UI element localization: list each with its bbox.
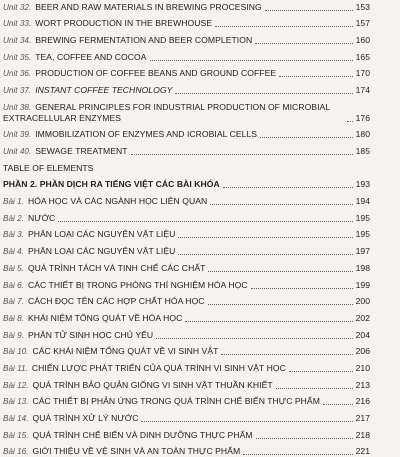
- toc-entry-text: [3, 313, 182, 324]
- dot-leader: [208, 270, 352, 272]
- lesson-number: Bài 16.: [3, 447, 29, 457]
- toc-entry-lesson-12: [0, 374, 400, 391]
- toc-entry-text: [3, 85, 172, 96]
- page-number: 217: [355, 413, 370, 423]
- page-number: 206: [355, 346, 370, 357]
- toc-entry-lesson-6: [0, 274, 400, 291]
- toc-entry-text: [3, 146, 128, 157]
- toc-entry-lesson-11: [0, 357, 400, 374]
- unit-number: Unit 40.: [3, 147, 32, 156]
- dot-leader: [141, 420, 352, 422]
- unit-number: Unit 32.: [3, 2, 32, 12]
- unit-number: Unit 35.: [3, 52, 32, 62]
- toc-entry-part-2: [0, 174, 400, 191]
- toc-entry-text: [3, 2, 262, 13]
- lesson-number: Bài 8.: [3, 313, 24, 323]
- dot-leader: [178, 236, 352, 238]
- dot-leader: [185, 320, 352, 322]
- dot-leader: [289, 370, 353, 372]
- lesson-number: Bài 2.: [3, 213, 24, 223]
- lesson-number: Bài 1.: [3, 197, 24, 207]
- toc-entry-unit-32: [0, 0, 400, 13]
- lesson-number: Bài 11.: [3, 363, 28, 373]
- dot-leader: [150, 59, 353, 61]
- page-number: 200: [355, 296, 370, 307]
- toc-entry-text: [3, 129, 257, 140]
- page-number: 180: [355, 129, 370, 140]
- lesson-title: PHÂN LOẠI CÁC NGUYÊN VẬT LIỆU: [27, 229, 176, 240]
- unit-title: IMMOBILIZATION OF ENZYMES AND ICROBIAL CELLS: [35, 129, 258, 140]
- toc-entry-text: [3, 229, 175, 240]
- toc-entry-text: [3, 446, 240, 457]
- page-number: 160: [355, 35, 370, 46]
- lesson-number: Bài 14.: [3, 414, 29, 423]
- lesson-title: HÓA HỌC VÀ CÁC NGÀNH HỌC LIÊN QUAN: [27, 196, 208, 207]
- dot-leader: [221, 353, 352, 355]
- page-number: 153: [355, 1, 370, 12]
- lesson-number: Bài 10.: [3, 347, 29, 357]
- dot-leader: [156, 337, 353, 339]
- dot-leader: [323, 403, 353, 405]
- unit-title: SEWAGE TREATMENT: [35, 146, 128, 156]
- lesson-number: Bài 5.: [3, 263, 24, 273]
- toc-entry-lesson-1: [0, 190, 400, 207]
- toc-entry-text: [3, 52, 147, 63]
- unit-number: Unit 38.: [3, 102, 32, 112]
- lesson-title: KHÁI NIỆM TỔNG QUÁT VỀ HÓA HỌC: [27, 312, 183, 323]
- dot-leader: [208, 303, 353, 305]
- toc-entry-text: [3, 280, 248, 291]
- unit-title: INSTANT COFFEE TECHNOLOGY: [35, 85, 173, 96]
- page-number: 198: [355, 262, 370, 273]
- page-number: 199: [355, 279, 370, 290]
- lesson-title: QUÁ TRÌNH XỬ LÝ NƯỚC: [32, 413, 139, 423]
- unit-number: Unit 34.: [3, 36, 32, 46]
- page-number: 165: [355, 51, 370, 62]
- lesson-number: Bài 4.: [3, 247, 24, 257]
- unit-title: BEER AND RAW MATERIALS IN BREWING PROCESING: [35, 1, 262, 12]
- dot-leader: [260, 136, 353, 138]
- dot-leader: [215, 25, 353, 27]
- lesson-title: QUÁ TRÌNH BẢO QUẢN GIỐNG VI SINH VẬT THUẦN KHIẾT: [32, 379, 273, 390]
- toc-entry-table-of-elements: [0, 157, 400, 174]
- dot-leader: [243, 453, 352, 455]
- lesson-number: Bài 3.: [3, 230, 24, 240]
- toc-entry-text: [3, 18, 212, 29]
- lesson-number: Bài 9.: [3, 330, 24, 340]
- unit-title: GENERAL PRINCIPLES FOR INDUSTRIAL PRODUCTION OF MICROBIAL EXTRACELLULAR ENZYMES: [3, 101, 330, 123]
- toc-entry-text: [3, 396, 320, 407]
- page-number: 202: [355, 312, 370, 323]
- lesson-title: CÁC KHÁI NIỆM TỔNG QUÁT VỀ VI SINH VẬT: [32, 346, 219, 357]
- toc-entry-lesson-9: [0, 324, 400, 341]
- toc-entry-lesson-16: [0, 441, 400, 457]
- page-number: 213: [355, 379, 370, 390]
- toc-entry-text: [3, 413, 138, 424]
- toc-entry-text: [3, 263, 205, 274]
- toc-entry-unit-38: [0, 96, 400, 124]
- lesson-number: Bài 13.: [3, 397, 29, 407]
- page-number: 185: [355, 146, 370, 156]
- toc-entry-unit-35: [0, 46, 400, 63]
- toc-entry-text: [3, 363, 286, 374]
- page-number: 221: [355, 446, 370, 457]
- toc-entry-text: [3, 196, 207, 207]
- toc-entry-lesson-4: [0, 240, 400, 257]
- page-number: 195: [355, 229, 370, 240]
- toc-entry-unit-39: [0, 124, 400, 141]
- page-number: 193: [355, 179, 370, 190]
- toc-entry-text: [3, 246, 175, 257]
- dot-leader: [256, 437, 353, 439]
- toc-entry-unit-36: [0, 63, 400, 80]
- toc-entry-lesson-10: [0, 341, 400, 358]
- unit-number: Unit 37.: [3, 86, 32, 96]
- toc-entry-text: [3, 430, 253, 441]
- part-2-title: PHẦN 2. PHẦN DỊCH RA TIẾNG VIỆT CÁC BÀI KHÓA: [3, 179, 220, 190]
- unit-title: PRODUCTION OF COFFEE BEANS AND GROUND COFFEE: [35, 68, 277, 79]
- lesson-title: PHÂN TỬ SINH HỌC CHỦ YẾU: [27, 329, 154, 340]
- dot-leader: [265, 9, 353, 11]
- toc-entry-text: [3, 330, 153, 341]
- dot-leader: [58, 220, 352, 222]
- dot-leader: [347, 120, 353, 122]
- toc-entry-text: [3, 296, 205, 307]
- page-number: 216: [355, 396, 370, 407]
- dot-leader: [210, 203, 352, 205]
- page-number: 194: [355, 196, 370, 207]
- unit-number: Unit 36.: [3, 69, 32, 79]
- dot-leader: [251, 287, 353, 289]
- lesson-title: NƯỚC: [27, 212, 56, 223]
- page-number: 170: [355, 68, 370, 79]
- toc-entry-unit-40: [0, 140, 400, 157]
- toc-entry-text: [3, 35, 252, 46]
- toc-entry-lesson-3: [0, 224, 400, 241]
- unit-title: WORT PRODUCTION IN THE BREWHOUSE: [35, 18, 213, 29]
- page-number: 157: [355, 18, 370, 29]
- lesson-title: QUÁ TRÌNH CHẾ BIẾN VÀ DINH DƯỠNG THỰC PHẨM: [32, 429, 253, 440]
- page-number: 197: [355, 246, 370, 257]
- toc-entry-text: [3, 346, 218, 357]
- lesson-title: CÁC THIẾT BỊ TRONG PHÒNG THÍ NGHIỆM HÓA HỌC: [27, 279, 248, 290]
- toc-entry-lesson-15: [0, 424, 400, 441]
- page-number: 218: [355, 429, 370, 440]
- dot-leader: [131, 153, 353, 155]
- toc-entry-text: [3, 179, 220, 190]
- toc-entry-lesson-2: [0, 207, 400, 224]
- toc-entry-unit-34: [0, 29, 400, 46]
- dot-leader: [255, 42, 352, 44]
- toc-entry-lesson-13: [0, 391, 400, 408]
- lesson-number: Bài 6.: [3, 280, 24, 290]
- dot-leader: [178, 253, 352, 255]
- page-number: 204: [355, 329, 370, 340]
- toc-entry-lesson-14: [0, 407, 400, 424]
- toc-entry-text: [3, 213, 55, 224]
- unit-number: Unit 33.: [3, 19, 32, 29]
- unit-number: Unit 39.: [3, 130, 32, 140]
- lesson-title: CÁC THIẾT BỊ PHẢN ỨNG TRONG QUÁ TRÌNH CHẾ BIẾN THỰC PHẨM: [32, 396, 320, 407]
- toc-entry-text: [3, 68, 276, 79]
- toc-entry-lesson-5: [0, 257, 400, 274]
- toc-entry-unit-33: [0, 13, 400, 30]
- page-number: 174: [355, 85, 370, 96]
- toc-entry-lesson-8: [0, 307, 400, 324]
- toc-entry-text: [3, 102, 344, 124]
- lesson-title: QUÁ TRÌNH TÁCH VÀ TINH CHẾ CÁC CHẤT: [27, 262, 206, 273]
- unit-title: BREWING FERMENTATION AND BEER COMPLETION: [35, 35, 253, 46]
- lesson-title: PHÂN LOẠI CÁC NGUYÊN VẬT LIỆU: [27, 246, 176, 257]
- dot-leader: [279, 75, 353, 77]
- toc-entry-unit-37: [0, 79, 400, 96]
- table-of-elements-label: TABLE OF ELEMENTS: [3, 162, 94, 173]
- toc-entry-lesson-7: [0, 291, 400, 308]
- dot-leader: [276, 387, 353, 389]
- lesson-title: CÁCH ĐỌC TÊN CÁC HỢP CHẤT HÓA HỌC: [27, 296, 205, 307]
- unit-title: TEA, COFFEE AND COCOA: [35, 51, 147, 62]
- page-number: 195: [355, 212, 370, 223]
- lesson-title: CHIẾN LƯỢC PHÁT TRIỂN CỦA QUÁ TRÌNH VI SINH VẬT HỌC: [31, 362, 286, 373]
- toc-entry-text: [3, 380, 273, 391]
- lesson-title: GIỚI THIỆU VỀ VỆ SINH VÀ AN TOÀN THỰC PHẨM: [32, 446, 241, 457]
- page-number: 210: [355, 362, 370, 373]
- lesson-number: Bài 12.: [3, 380, 29, 390]
- lesson-number: Bài 15.: [3, 430, 29, 440]
- lesson-number: Bài 7.: [3, 297, 24, 307]
- dot-leader: [223, 186, 353, 188]
- dot-leader: [175, 92, 352, 94]
- page-number: 176: [355, 112, 370, 123]
